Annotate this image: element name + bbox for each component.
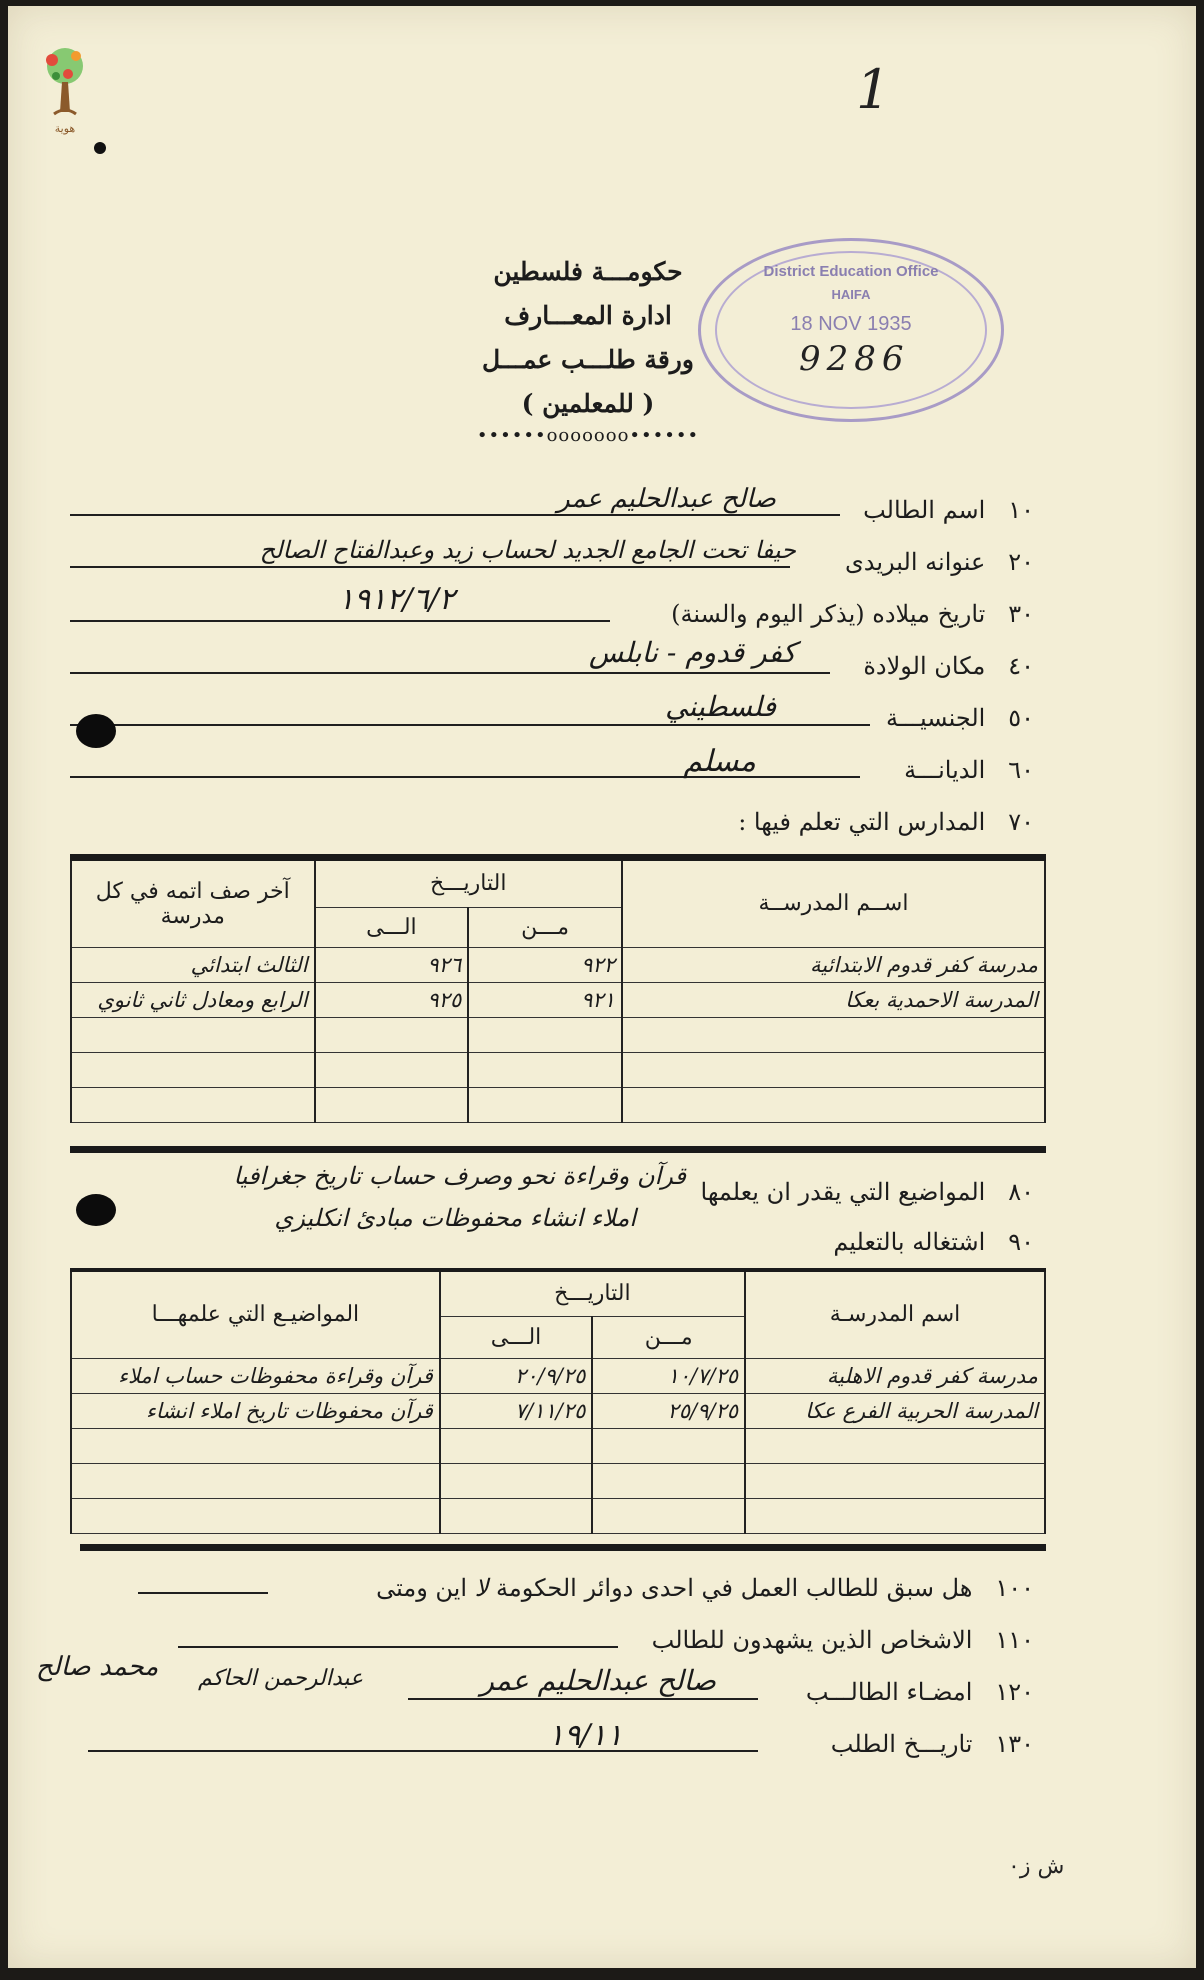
col-subjects-taught: المواضيـع التي علمهـــا xyxy=(71,1272,440,1358)
footer-code: ش ز٠ xyxy=(1008,1854,1065,1879)
field-student-signature: ١٢٠ امضـاء الطالـــب xyxy=(805,1678,1034,1706)
teaching-table xyxy=(70,1272,1046,1534)
header-form-title: ورقة طلـــب عمـــل xyxy=(482,345,694,374)
col-to: الـــى xyxy=(315,907,469,947)
handwritten-birth-place: كفر قدوم - نابلس xyxy=(588,636,796,669)
schools-table xyxy=(70,861,1046,1123)
office-stamp xyxy=(698,238,1004,422)
col-school-name: اسم المدرسـة xyxy=(745,1272,1045,1358)
col-from: مـــن xyxy=(468,907,622,947)
handwritten-application-date: ١٩/١١ xyxy=(548,1718,623,1753)
svg-text:هوية: هوية xyxy=(54,122,76,135)
field-nationality: ٥٠ الجنسيـــة xyxy=(886,704,1034,732)
field-application-date: ١٣٠ تاريـــخ الطلب xyxy=(830,1730,1034,1758)
header-subtitle: ( للمعلمين ) xyxy=(521,389,655,418)
table-row xyxy=(71,1428,1045,1463)
ink-blot xyxy=(76,1194,116,1226)
handwritten-religion: مسلم xyxy=(683,744,756,779)
page-folio-number: 1 xyxy=(856,58,891,121)
col-date: التاريـــخ xyxy=(440,1272,745,1316)
header-department: ادارة المعـــارف xyxy=(504,301,672,330)
table-row: مدرسة كفر قدوم الاهلية ١٠/٧/٢٥ ٢٠/٩/٢٥ قرآن وقراءة محفوظات حساب املاء xyxy=(71,1358,1045,1393)
field-postal-address: ٢٠ عنوانه البريدى xyxy=(844,548,1034,576)
ink-blot xyxy=(76,714,116,748)
field-subjects: ٨٠ المواضيع التي يقدر ان يعلمها xyxy=(700,1178,1034,1206)
col-from: مـــن xyxy=(592,1316,745,1358)
ink-dot xyxy=(94,142,106,154)
stamp-date: 18 NOV 1935 xyxy=(790,313,912,335)
field-number: ١٠ xyxy=(1008,496,1034,524)
field-label: اسم الطالب xyxy=(863,496,986,524)
margin-note-witness: عبدالرحمن الحاكم xyxy=(198,1666,364,1691)
field-religion: ٦٠ الديانـــة xyxy=(904,756,1034,784)
handwritten-birth-date: ١٩١٢/٦/٢ xyxy=(338,582,455,617)
handwritten-student-name: صالح عبدالحليم عمر xyxy=(557,484,776,514)
table-row xyxy=(71,1052,1045,1087)
handwritten-subjects-2: املاء انشاء محفوظات مبادئ انكليزي xyxy=(274,1204,636,1232)
table-row xyxy=(71,1017,1045,1052)
field-student-name xyxy=(863,496,1034,524)
col-to: الـــى xyxy=(440,1316,593,1358)
header-divider: ••••••ooooooo•••••• xyxy=(476,425,700,446)
table-row xyxy=(71,1463,1045,1498)
handwritten-subjects-1: قرآن وقراءة نحو وصرف حساب تاريخ جغرافيا xyxy=(233,1162,686,1190)
stamp-city: HAIFA xyxy=(831,287,871,302)
stamp-number: 9286 xyxy=(799,339,910,379)
field-previous-government-work: ١٠٠ هل سبق للطالب العمل في احدى دوائر الحكومة لا اين ومتى xyxy=(376,1574,1034,1602)
tree-logo-icon xyxy=(30,42,100,152)
table-row: المدرسة الاحمدية بعكا ٩٢١ ٩٢٥ الرابع ومعادل ثاني ثانوي xyxy=(71,982,1045,1017)
col-date: التاريـــخ xyxy=(315,861,622,907)
table-row xyxy=(71,1498,1045,1533)
handwritten-signature: صالح عبدالحليم عمر xyxy=(480,1664,716,1697)
field-referees: ١١٠ الاشخاص الذين يشهدون للطالب xyxy=(651,1626,1034,1654)
field-birth-date: ٣٠ تاريخ ميلاده (يذكر اليوم والسنة) xyxy=(671,600,1034,628)
stamp-office: District Education Office xyxy=(763,263,939,280)
table-row xyxy=(71,1087,1045,1122)
handwritten-address: حيفا تحت الجامع الجديد لحساب زيد وعبدالفتاح الصالح xyxy=(259,536,796,564)
margin-note-name: محمد صالح xyxy=(36,1652,159,1682)
table-row: مدرسة كفر قدوم الابتدائية ٩٢٢ ٩٢٦ الثالث ابتدائي xyxy=(71,947,1045,982)
header-government: حكومـــة فلسطين xyxy=(493,257,683,286)
col-last-class: آخر صف اتمه في كل مدرسة xyxy=(71,861,315,947)
col-school-name: اســم المدرســة xyxy=(622,861,1045,947)
handwritten-nationality: فلسطيني xyxy=(665,690,776,723)
field-birth-place: ٤٠ مكان الولادة xyxy=(863,652,1034,680)
field-schools-attended: ٧٠ المدارس التي تعلم فيها : xyxy=(738,808,1034,836)
document-page xyxy=(8,6,1196,1968)
handwritten-answer: لا xyxy=(474,1574,489,1602)
table-row: المدرسة الحربية الفرع عكا ٢٥/٩/٢٥ ٧/١١/٢٥ قرآن محفوظات تاريخ املاء انشاء xyxy=(71,1393,1045,1428)
field-teaching-experience: ٩٠ اشتغاله بالتعليم xyxy=(833,1228,1034,1256)
